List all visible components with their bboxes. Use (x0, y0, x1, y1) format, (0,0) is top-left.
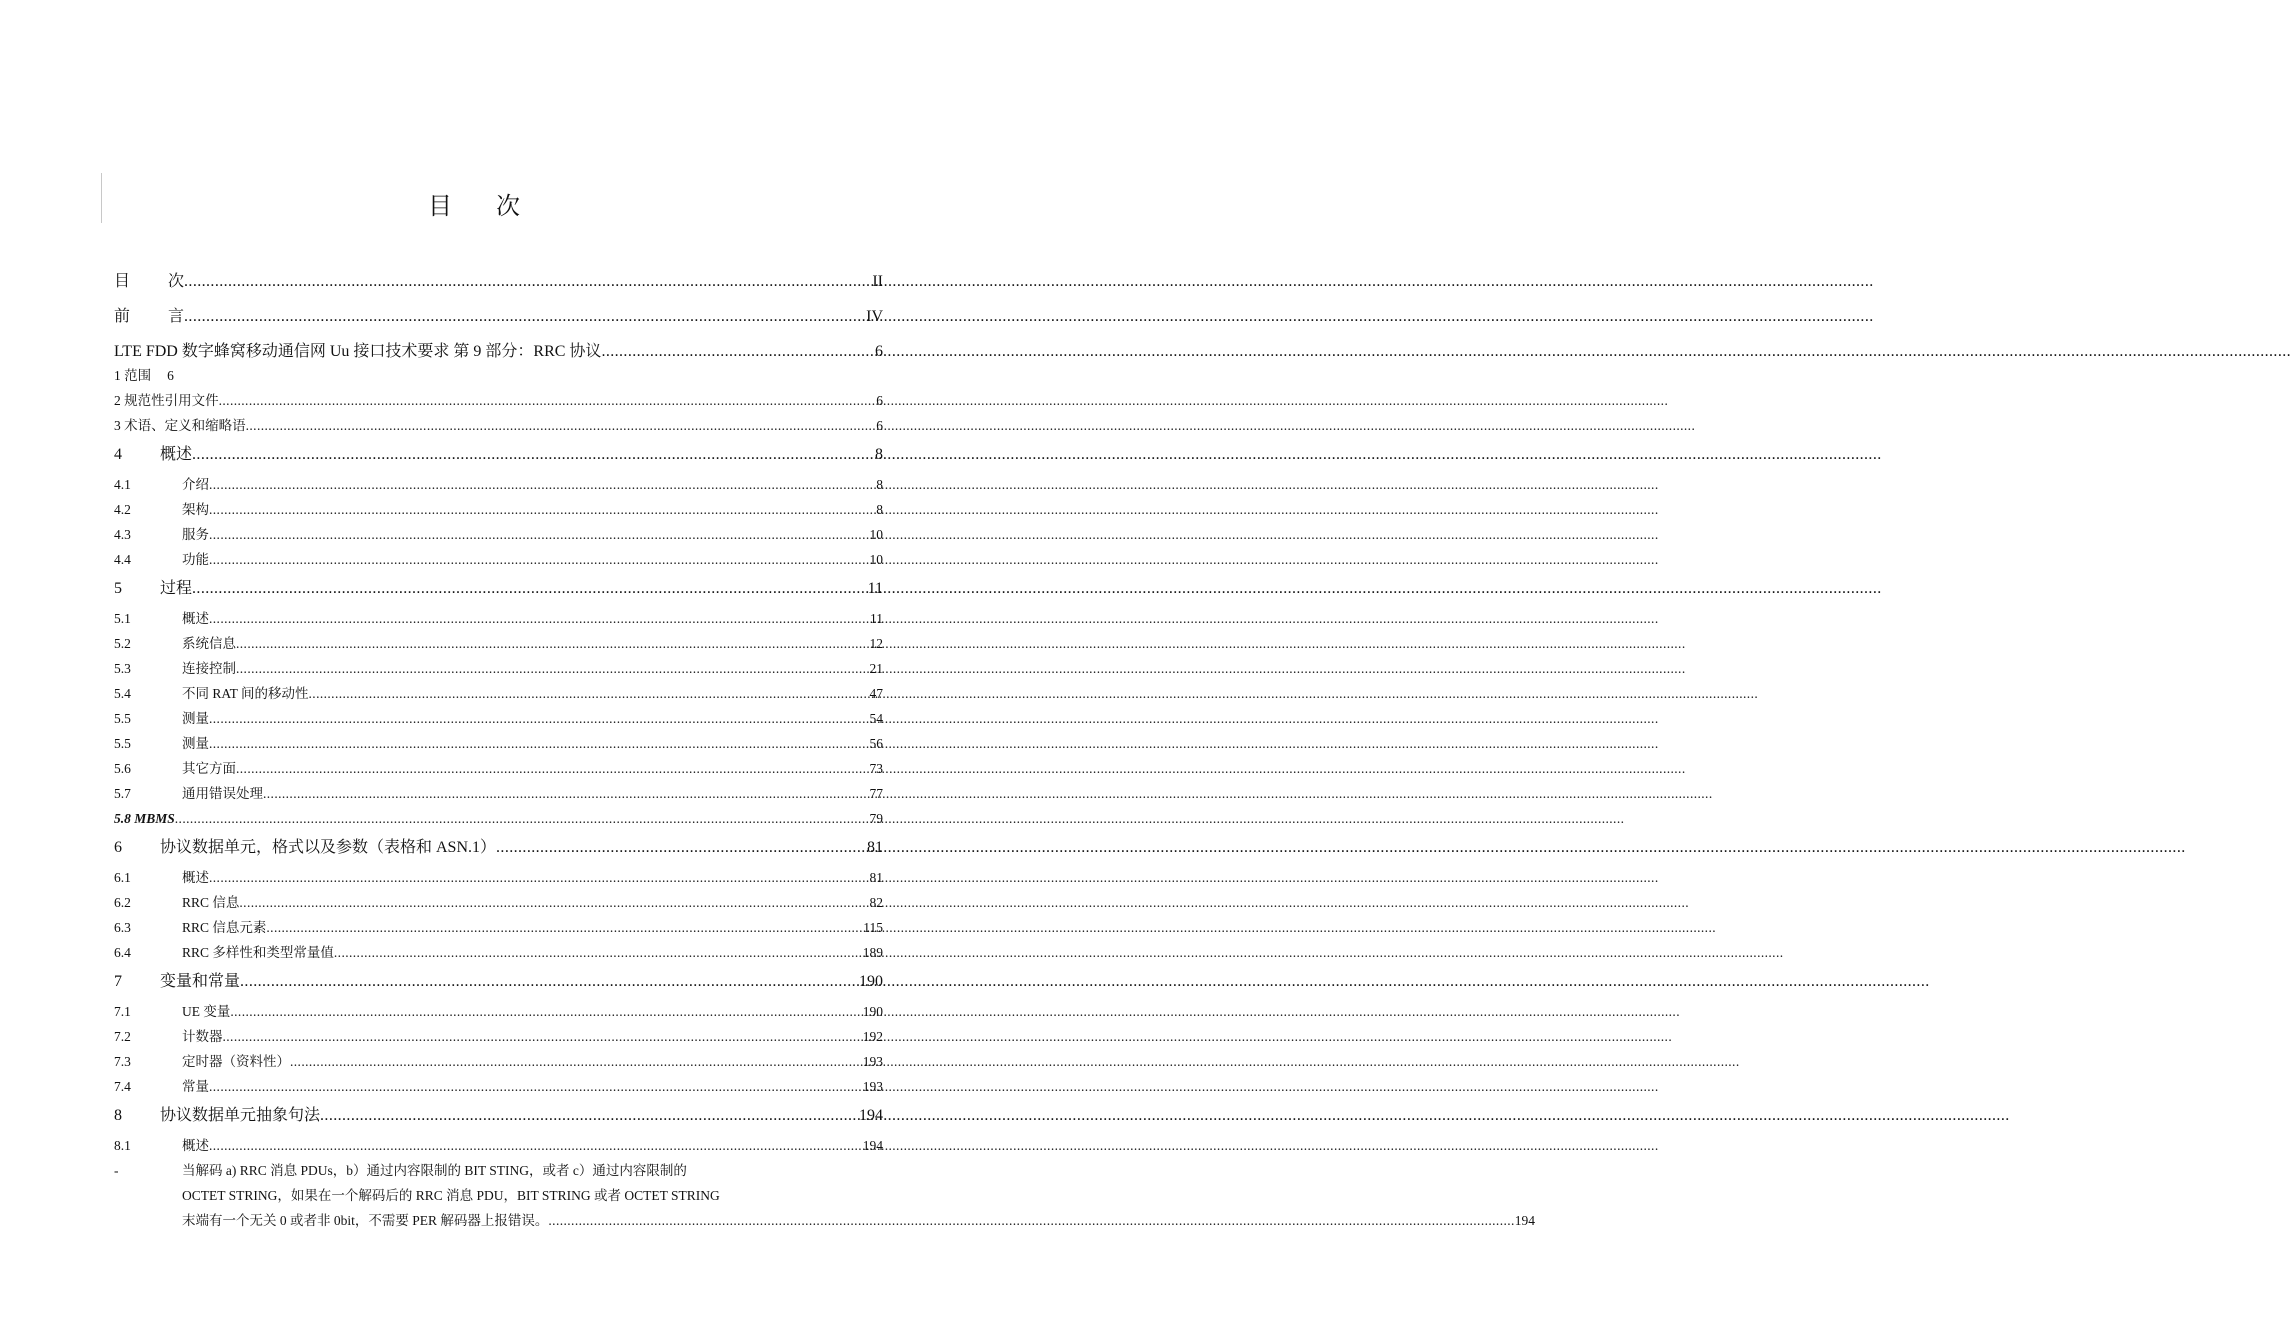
dot-leader (209, 547, 870, 572)
toc-page-number: 82 (869, 895, 883, 910)
toc-item-number: 5.7 (114, 786, 131, 801)
toc-page-number: 47 (869, 686, 883, 701)
table-of-contents (114, 268, 1536, 1233)
toc-entry-text: 功能 (182, 552, 209, 567)
toc-item-number: 4.1 (114, 477, 131, 492)
toc-page-number: 11 (867, 580, 883, 597)
toc-page-number: 8 (875, 446, 883, 463)
dot-leader (239, 890, 869, 915)
dot-leader (192, 438, 875, 472)
toc-item[interactable] (114, 547, 883, 572)
toc-item[interactable] (114, 606, 883, 631)
toc-item[interactable] (114, 706, 883, 731)
toc-section-6[interactable] (114, 831, 883, 865)
toc-item[interactable] (114, 1049, 883, 1074)
toc-item-number: 7.3 (114, 1054, 131, 1069)
dot-leader (246, 413, 877, 438)
dot-leader (209, 522, 870, 547)
toc-page-number: 194 (1514, 1213, 1536, 1228)
toc-note-line-1: 当解码 a) RRC 消息 PDUs，b）通过内容限制的 BIT STING，或者 c）通过内容限制的 (182, 1163, 687, 1178)
dot-leader (175, 806, 870, 831)
dot-leader (266, 915, 863, 940)
toc-page-number: 10 (869, 552, 883, 567)
toc-item-number: 6.1 (114, 870, 131, 885)
dot-leader (209, 606, 870, 631)
toc-entry-foreword-b: 言 (168, 308, 185, 325)
toc-item[interactable] (114, 865, 883, 890)
toc-entry-text: 通用错误处理 (182, 786, 263, 801)
toc-section-number: 5 (114, 580, 122, 597)
dot-leader (320, 1099, 859, 1133)
toc-item-number: 6.4 (114, 945, 131, 960)
toc-item-number: 7.2 (114, 1029, 131, 1044)
toc-entry-text: 概述 (182, 870, 209, 885)
toc-entry-text: 计数器 (182, 1029, 223, 1044)
toc-page-number: 54 (869, 711, 883, 726)
toc-section-8[interactable] (114, 1099, 883, 1133)
toc-section-number: 7 (114, 973, 122, 990)
dot-leader (236, 756, 870, 781)
toc-entry-normative-refs[interactable] (114, 388, 883, 413)
dot-leader (209, 731, 870, 756)
dot-leader (209, 865, 870, 890)
toc-page-number: 194 (859, 1107, 883, 1124)
dot-leader (236, 631, 870, 656)
toc-page-number: 11 (870, 611, 883, 626)
toc-item-number: 5.3 (114, 661, 131, 676)
dot-leader (240, 965, 859, 999)
toc-entry-contents-a: 目 (114, 273, 131, 290)
toc-page-number: 10 (869, 527, 883, 542)
toc-entry-text: 5.8 MBMS (114, 811, 175, 826)
toc-item-mbms[interactable] (114, 806, 883, 831)
toc-page-number: 56 (869, 736, 883, 751)
toc-entry-text: RRC 信息 (182, 895, 240, 910)
toc-page-number: IV (866, 308, 883, 325)
toc-page-number: 193 (862, 1054, 883, 1069)
toc-entry-contents[interactable] (114, 268, 883, 303)
toc-entry-text: 介绍 (182, 477, 209, 492)
toc-item-number: 5.4 (114, 686, 131, 701)
title-char-1: 目 (428, 194, 454, 220)
toc-section-number: 8 (114, 1107, 122, 1124)
toc-entry-text: UE 变量 (182, 1004, 231, 1019)
dot-leader (209, 497, 876, 522)
dot-leader (219, 388, 877, 413)
toc-page-number: II (872, 273, 883, 290)
toc-page-number: 77 (869, 786, 883, 801)
dot-leader (263, 781, 870, 806)
toc-item[interactable] (114, 522, 883, 547)
dot-leader (184, 303, 866, 331)
dot-leader (230, 999, 862, 1024)
toc-page-number: 190 (862, 1004, 883, 1019)
toc-item[interactable] (114, 681, 883, 706)
toc-entry-text: 不同 RAT 间的移动性 (182, 686, 309, 701)
toc-item-number: 5.6 (114, 761, 131, 776)
toc-entry-text: 定时器（资料性） (182, 1054, 290, 1069)
toc-entry-text: 协议数据单元，格式以及参数（表格和 ASN.1） (160, 839, 497, 856)
toc-item-number: 8.1 (114, 1138, 131, 1153)
toc-entry-text: 2 规范性引用文件 (114, 393, 219, 408)
toc-item-number: 7.1 (114, 1004, 131, 1019)
toc-page-number: 6 (167, 368, 174, 383)
toc-page-number: 194 (862, 1138, 883, 1153)
toc-item-number: 4.3 (114, 527, 131, 542)
toc-note-line-3-row (182, 1208, 1535, 1233)
toc-section-7[interactable] (114, 965, 883, 999)
toc-section-5[interactable] (114, 572, 883, 606)
toc-note-line-2: OCTET STRING，如果在一个解码后的 RRC 消息 PDU，BIT STRING 或者 OCTET STRING (182, 1188, 720, 1203)
dot-leader (236, 656, 870, 681)
toc-item[interactable] (114, 756, 883, 781)
toc-entry-text: 服务 (182, 527, 209, 542)
toc-item-number: 6.3 (114, 920, 131, 935)
page-title (0, 186, 950, 221)
dot-leader (548, 1208, 1514, 1233)
toc-entry-text: 概述 (182, 611, 209, 626)
toc-entry-text: 其它方面 (182, 761, 236, 776)
toc-entry-text: 协议数据单元抽象句法 (160, 1107, 321, 1124)
toc-item-per-decoder-note[interactable] (114, 1158, 1536, 1233)
toc-page-number: 12 (869, 636, 883, 651)
toc-section-number: 6 (114, 839, 122, 856)
toc-note-line-3: 末端有一个无关 0 或者非 0bit，不需要 PER 解码器上报错误。 (182, 1213, 549, 1228)
title-char-2: 次 (496, 194, 522, 220)
toc-item-number: 6.2 (114, 895, 131, 910)
toc-page-number: 81 (869, 870, 883, 885)
toc-entry-text: 连接控制 (182, 661, 236, 676)
toc-entry-text: LTE FDD 数字蜂窝移动通信网 Uu 接口技术要求 第 9 部分：RRC 协议 (114, 343, 602, 360)
toc-item[interactable] (114, 656, 883, 681)
toc-item-number: 5.1 (114, 611, 131, 626)
toc-item-number: 7.4 (114, 1079, 131, 1094)
toc-entry-foreword[interactable] (114, 303, 883, 338)
dot-leader (496, 831, 867, 865)
toc-page-number: 193 (862, 1079, 883, 1094)
toc-item[interactable] (114, 497, 883, 522)
toc-section-4[interactable] (114, 438, 883, 472)
toc-page-number: 8 (876, 502, 883, 517)
toc-bullet: - (114, 1163, 119, 1178)
toc-entry-text: 3 术语、定义和缩略语 (114, 418, 246, 433)
dot-leader (223, 1024, 863, 1049)
toc-item[interactable] (114, 631, 883, 656)
toc-page-number: 6 (875, 343, 883, 360)
toc-page-number: 115 (863, 920, 883, 935)
toc-page-number: 189 (862, 945, 883, 960)
toc-entry-text: 过程 (160, 580, 193, 597)
toc-item-number: 5.5 (114, 711, 131, 726)
dot-leader (192, 572, 868, 606)
toc-page-number: 21 (869, 661, 883, 676)
toc-entry-text: 测量 (182, 736, 209, 751)
toc-item[interactable] (114, 999, 883, 1024)
toc-item[interactable] (114, 472, 883, 497)
toc-entry-text: 常量 (182, 1079, 209, 1094)
dot-leader (209, 472, 876, 497)
toc-item[interactable] (114, 915, 883, 940)
toc-page-number: 192 (862, 1029, 883, 1044)
dot-leader (290, 1049, 863, 1074)
toc-item[interactable] (114, 781, 883, 806)
toc-item[interactable] (114, 890, 883, 915)
toc-entry-contents-b: 次 (168, 273, 185, 290)
toc-note-body (182, 1158, 1535, 1233)
toc-item[interactable] (114, 1074, 883, 1099)
toc-entry-text: RRC 信息元素 (182, 920, 267, 935)
toc-page-number: 190 (859, 973, 883, 990)
toc-entry-text: 架构 (182, 502, 209, 517)
toc-item[interactable] (114, 731, 883, 756)
dot-leader (209, 1133, 863, 1158)
toc-item-number: 5.2 (114, 636, 131, 651)
dot-leader (334, 940, 863, 965)
toc-entry-terms[interactable] (114, 413, 883, 438)
dot-leader (209, 1074, 863, 1099)
toc-entry-foreword-a: 前 (114, 308, 131, 325)
toc-section-number: 4 (114, 446, 122, 463)
toc-item[interactable] (114, 1024, 883, 1049)
toc-entry-text: 概述 (160, 446, 193, 463)
toc-item-number: 5.5 (114, 736, 131, 751)
toc-page-number: 6 (876, 418, 883, 433)
toc-entry-text: 变量和常量 (160, 973, 241, 990)
toc-entry-text: RRC 多样性和类型常量值 (182, 945, 334, 960)
toc-page-number: 8 (876, 477, 883, 492)
toc-page-number: 81 (867, 839, 883, 856)
toc-page-number: 79 (869, 811, 883, 826)
toc-entry-text: 测量 (182, 711, 209, 726)
dot-leader (184, 268, 872, 296)
toc-entry-text: 系统信息 (182, 636, 236, 651)
toc-page-number: 73 (869, 761, 883, 776)
toc-entry-text: 概述 (182, 1138, 209, 1153)
dot-leader (309, 681, 870, 706)
toc-entry-text: 1 范围 (114, 368, 152, 383)
dot-leader (601, 338, 875, 366)
toc-entry-scope[interactable] (114, 363, 883, 388)
toc-item[interactable] (114, 940, 883, 965)
dot-leader (209, 706, 870, 731)
toc-page-number: 6 (876, 393, 883, 408)
toc-item-number: 4.2 (114, 502, 131, 517)
toc-item-number: 4.4 (114, 552, 131, 567)
toc-item[interactable] (114, 1133, 883, 1158)
